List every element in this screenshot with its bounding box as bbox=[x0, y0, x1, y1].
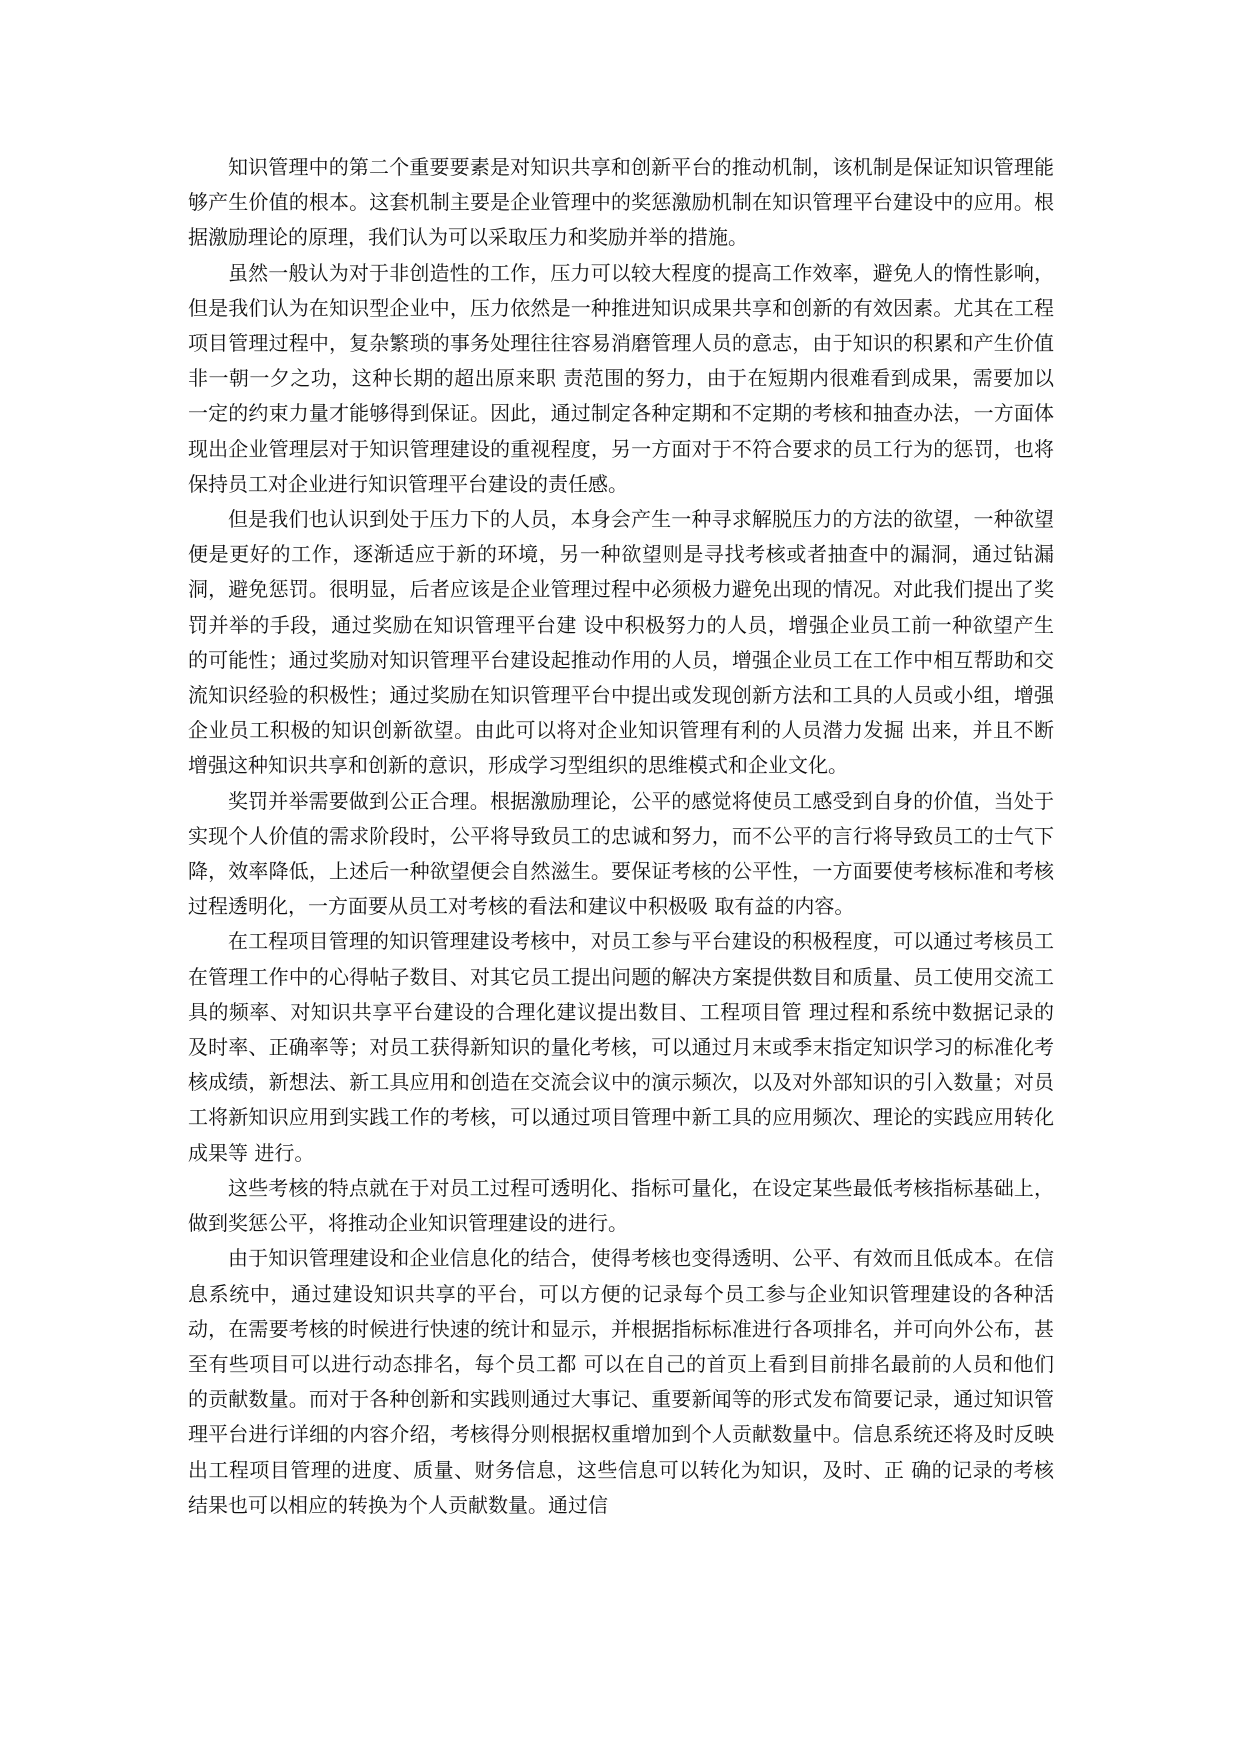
paragraph-7: 由于知识管理建设和企业信息化的结合，使得考核也变得透明、公平、有效而且低成本。在信息系统中，通过建设知识共享的平台，可以方便的记录每个员工参与企业知识管理建设的各种活动，在需要考核的时候进行快速的统计和显示，并根据指标标准进行各项排名，并可向外公布，甚至有些项目可以进行动态排名，每个员工都 可以在自己的首页上看到目前排名最前的人员和他们的贡献数量。而对于各种创新和实践则通过大事记、重要新闻等的形式发布简要记录，通过知识管理平台进行详细的内容介绍，考核得分则根据权重增加到个人贡献数量中。信息系统还将及时反映出工程项目管理的进度、质量、财务信息，这些信息可以转化为知识，及时、正 确的记录的考核结果也可以相应的转换为个人贡献数量。通过信 bbox=[188, 1246, 1054, 1517]
paragraph-1: 知识管理中的第二个重要要素是对知识共享和创新平台的推动机制，该机制是保证知识管理能够产生价值的根本。这套机制主要是企业管理中的奖惩激励机制在知识管理平台建设中的应用。根据激励理论的原理，我们认为可以采取压力和奖励并举的措施。 bbox=[188, 155, 1054, 250]
paragraph-5: 在工程项目管理的知识管理建设考核中，对员工参与平台建设的积极程度，可以通过考核员工在管理工作中的心得帖子数目、对其它员工提出问题的解决方案提供数目和质量、员工使用交流工具的频率、对知识共享平台建设的合理化建议提出数目、工程项目管 理过程和系统中数据记录的及时率、正确率等；对员工获得新知识的量化考核，可以通过月末或季末指定知识学习的标准化考核成绩，新想法、新工具应用和创造在交流会议中的演示频次，以及对外部知识的引入数量；对员工将新知识应用到实践工作的考核，可以通过项目管理中新工具的应用频次、理论的实践应用转化成果等 进行。 bbox=[188, 929, 1054, 1165]
paragraph-6: 这些考核的特点就在于对员工过程可透明化、指标可量化，在设定某些最低考核指标基础上，做到奖惩公平，将推动企业知识管理建设的进行。 bbox=[188, 1175, 1054, 1236]
paragraph-4: 奖罚并举需要做到公正合理。根据激励理论，公平的感觉将使员工感受到自身的价值，当处于实现个人价值的需求阶段时，公平将导致员工的忠诚和努力，而不公平的言行将导致员工的士气下降，效率降低，上述后一种欲望便会自然滋生。要保证考核的公平性，一方面要使考核标准和考核过程透明化，一方面要从员工对考核的看法和建议中积极吸 取有益的内容。 bbox=[188, 788, 1054, 919]
paragraph-2: 虽然一般认为对于非创造性的工作，压力可以较大程度的提高工作效率，避免人的惰性影响，但是我们认为在知识型企业中，压力依然是一种推进知识成果共享和创新的有效因素。尤其在工程项目管理过程中，复杂繁琐的事务处理往往容易消磨管理人员的意志，由于知识的积累和产生价值非一朝一夕之功，这种长期的超出原来职 责范围的努力，由于在短期内很难看到成果，需要加以一定的约束力量才能够得到保证。因此，通过制定各种定期和不定期的考核和抽查办法，一方面体现出企业管理层对于知识管理建设的重视程度，另一方面对于不符合要求的员工行为的惩罚，也将保持员工对企业进行知识管理平台建设的责任感。 bbox=[188, 260, 1054, 496]
paragraph-3: 但是我们也认识到处于压力下的人员，本身会产生一种寻求解脱压力的方法的欲望，一种欲望便是更好的工作，逐渐适应于新的环境，另一种欲望则是寻找考核或者抽查中的漏洞，通过钻漏洞，避免惩罚。很明显，后者应该是企业管理过程中必须极力避免出现的情况。对此我们提出了奖罚并举的手段，通过奖励在知识管理平台建 设中积极努力的人员，增强企业员工前一种欲望产生的可能性；通过奖励对知识管理平台建设起推动作用的人员，增强企业员工在工作中相互帮助和交流知识经验的积极性；通过奖励在知识管理平台中提出或发现创新方法和工具的人员或小组，增强企业员工积极的知识创新欲望。由此可以将对企业知识管理有利的人员潜力发掘 出来，并且不断增强这种知识共享和创新的意识，形成学习型组织的思维模式和企业文化。 bbox=[188, 507, 1054, 778]
document-page bbox=[188, 150, 1054, 1523]
